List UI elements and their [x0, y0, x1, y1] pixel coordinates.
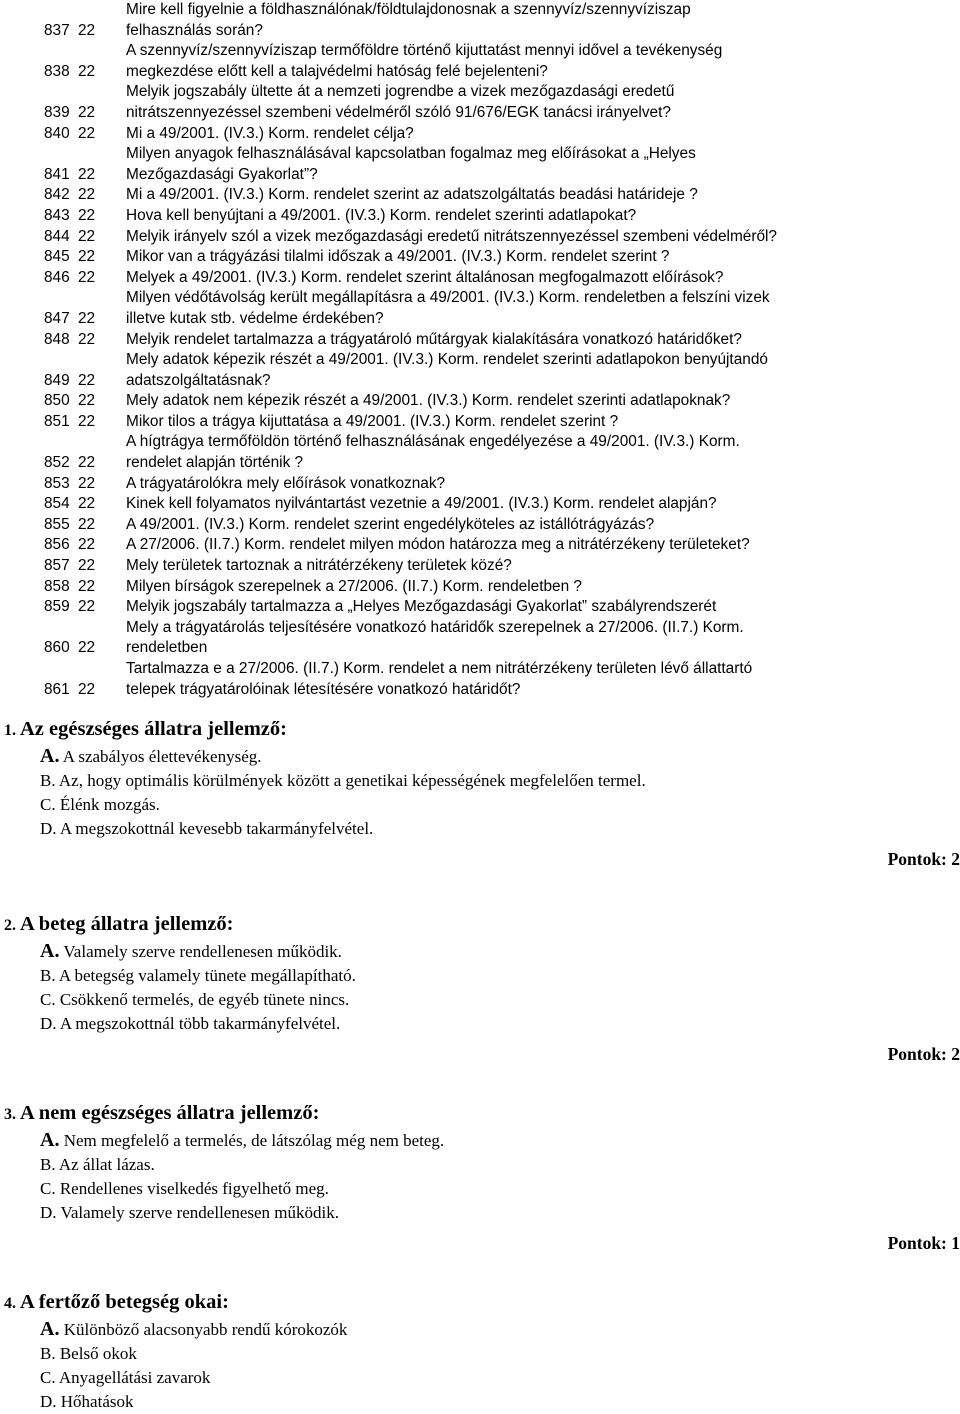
answer-text: Különböző alacsonyabb rendű kórokozók — [63, 1320, 348, 1339]
question-level: 22 — [78, 268, 96, 286]
question-number: 859 — [44, 598, 70, 616]
question-level: 22 — [78, 680, 96, 698]
answer-letter: C. — [40, 1179, 56, 1198]
question-level: 22 — [78, 227, 96, 245]
answer-option — [40, 793, 960, 817]
question-level: 22 — [78, 639, 96, 657]
quiz-section — [0, 716, 960, 1414]
question-number: 842 — [44, 186, 70, 204]
table-row — [0, 371, 960, 392]
quiz-question-number: 3. — [4, 1106, 16, 1123]
question-number: 841 — [44, 165, 70, 183]
quiz-question-title — [0, 1289, 960, 1317]
question-number: 846 — [44, 268, 70, 286]
table-row — [0, 577, 960, 598]
question-text: adatszolgáltatásnak? — [126, 371, 271, 389]
question-number: 840 — [44, 124, 70, 142]
question-number: 849 — [44, 371, 70, 389]
question-text: Milyen anyagok felhasználásával kapcsolatban fogalmaz meg előírásokat a „Helyes — [126, 145, 696, 163]
question-text: Mikor van a trágyázási tilalmi időszak a 49/2001. (IV.3.) Korm. rendelet szerint ? — [126, 248, 670, 266]
quiz-question — [0, 1100, 960, 1255]
question-text: A hígtrágya termőföldön történő felhasználásának engedélyezése a 49/2001. (IV.3.) Korm. — [126, 433, 740, 451]
answer-option — [40, 769, 960, 793]
table-row — [0, 309, 960, 330]
answer-letter: B. — [40, 966, 56, 985]
question-number: 844 — [44, 227, 70, 245]
question-text: Melyik irányelv szól a vizek mezőgazdasági eredetű nitrátszennyezéssel szembeni védelméről? — [126, 227, 777, 245]
table-row — [0, 535, 960, 556]
answer-letter: D. — [40, 1203, 57, 1222]
table-row — [0, 350, 960, 371]
quiz-question — [0, 911, 960, 1066]
answer-option — [40, 1366, 960, 1390]
quiz-question-number: 4. — [4, 1295, 16, 1312]
quiz-question-title-text: A fertőző betegség okai: — [20, 1291, 229, 1313]
answer-text: Nem megfelelő a termelés, de látszólag még nem beteg. — [63, 1131, 445, 1150]
quiz-question-number: 2. — [4, 917, 16, 934]
answer-option — [40, 1201, 960, 1225]
question-number: 854 — [44, 495, 70, 513]
question-text: felhasználás során? — [126, 21, 263, 39]
question-number: 847 — [44, 309, 70, 327]
answer-text: A megszokottnál több takarmányfelvétel. — [59, 1014, 341, 1033]
answer-option — [40, 1342, 960, 1366]
quiz-question-title — [0, 716, 960, 744]
table-row — [0, 597, 960, 618]
question-level: 22 — [78, 371, 96, 389]
question-text: Mezőgazdasági Gyakorlat”? — [126, 165, 318, 183]
answer-option — [40, 1177, 960, 1201]
question-level: 22 — [78, 598, 96, 616]
answer-letter: A. — [40, 1129, 60, 1151]
question-text: rendeletben — [126, 639, 208, 657]
table-row — [0, 288, 960, 309]
table-row — [0, 206, 960, 227]
points-label: Pontok: 2 — [887, 1044, 960, 1064]
answer-letter: C. — [40, 795, 56, 814]
answer-letter: A. — [40, 1318, 60, 1340]
question-text: nitrátszennyezéssel szembeni védelméről szóló 91/676/EGK tanácsi irányelvet? — [126, 103, 671, 121]
table-row — [0, 659, 960, 680]
question-number: 855 — [44, 515, 70, 533]
quiz-question — [0, 1289, 960, 1414]
question-text: Melyek a 49/2001. (IV.3.) Korm. rendelet szerint általánosan megfogalmazott előírások? — [126, 268, 724, 286]
question-level: 22 — [78, 248, 96, 266]
table-row — [0, 103, 960, 124]
table-row — [0, 474, 960, 495]
question-level: 22 — [78, 577, 96, 595]
question-number: 852 — [44, 454, 70, 472]
answer-text: Valamely szerve rendellenesen működik. — [60, 1203, 339, 1222]
question-level: 22 — [78, 515, 96, 533]
quiz-question-title — [0, 1100, 960, 1128]
points-label: Pontok: 1 — [887, 1233, 960, 1253]
answer-letter: D. — [40, 1392, 57, 1411]
question-text: Melyik rendelet tartalmazza a trágyatároló műtárgyak kialakítására vonatkozó határidőket? — [126, 330, 742, 348]
question-text: Tartalmazza e a 27/2006. (II.7.) Korm. rendelet a nem nitrátérzékeny területen lévő állattartó — [126, 660, 753, 677]
answer-letter: D. — [40, 1014, 57, 1033]
question-number: 837 — [44, 21, 70, 39]
answer-option — [40, 744, 960, 769]
table-row — [0, 330, 960, 351]
quiz-question-title-text: A beteg állatra jellemző: — [20, 913, 234, 935]
question-level: 22 — [78, 392, 96, 410]
answer-letter: C. — [40, 1368, 56, 1387]
question-number: 861 — [44, 680, 70, 698]
table-row — [0, 247, 960, 268]
question-level: 22 — [78, 165, 96, 183]
question-text: Mi a 49/2001. (IV.3.) Korm. rendelet célja? — [126, 124, 414, 142]
question-text: Hova kell benyújtani a 49/2001. (IV.3.) Korm. rendelet szerinti adatlapokat? — [126, 206, 637, 224]
answer-option — [40, 1317, 960, 1342]
question-number: 850 — [44, 392, 70, 410]
question-level: 22 — [78, 206, 96, 224]
quiz-question-number: 1. — [4, 722, 16, 739]
answer-text: Élénk mozgás. — [59, 795, 160, 814]
question-text: Milyen védőtávolság került megállapításra a 49/2001. (IV.3.) Korm. rendeletben a felszíni vizek — [126, 289, 770, 307]
answer-options — [0, 939, 960, 1036]
question-text: Mely adatok képezik részét a 49/2001. (IV.3.) Korm. rendelet szerinti adatlapokon benyújtandó — [126, 351, 768, 369]
table-row — [0, 268, 960, 289]
answer-letter: A. — [40, 745, 60, 767]
question-text: Melyik jogszabály tartalmazza a „Helyes Mezőgazdasági Gyakorlat” szabályrendszerét — [126, 598, 717, 616]
question-level: 22 — [78, 557, 96, 575]
question-level: 22 — [78, 330, 96, 348]
answer-letter: D. — [40, 819, 57, 838]
question-number: 856 — [44, 536, 70, 554]
quiz-question-title — [0, 911, 960, 939]
answer-text: A szabályos élettevékenység. — [62, 747, 262, 766]
answer-text: A megszokottnál kevesebb takarmányfelvétel. — [59, 819, 374, 838]
table-row — [0, 227, 960, 248]
question-text: illetve kutak stb. védelme érdekében? — [126, 309, 384, 327]
question-number: 853 — [44, 474, 70, 492]
answer-option — [40, 988, 960, 1012]
table-row — [0, 391, 960, 412]
table-row — [0, 165, 960, 186]
question-table — [0, 0, 960, 700]
question-text: megkezdése előtt kell a talajvédelmi hatóság felé bejelenteni? — [126, 62, 548, 80]
question-level: 22 — [78, 454, 96, 472]
question-text: A trágyatárolókra mely előírások vonatkoznak? — [126, 474, 446, 492]
table-row — [0, 185, 960, 206]
quiz-question — [0, 716, 960, 871]
answer-text: Anyagellátási zavarok — [58, 1368, 211, 1387]
question-number: 838 — [44, 62, 70, 80]
question-level: 22 — [78, 62, 96, 80]
question-level: 22 — [78, 309, 96, 327]
answer-option — [40, 1153, 960, 1177]
answer-options — [0, 1128, 960, 1225]
table-row — [0, 124, 960, 145]
answer-text: Belső okok — [59, 1344, 137, 1363]
table-row — [0, 515, 960, 536]
question-level: 22 — [78, 495, 96, 513]
answer-text: Az, hogy optimális körülmények között a genetikai képességének megfelelően termel. — [58, 771, 646, 790]
table-row — [0, 556, 960, 577]
answer-option — [40, 939, 960, 964]
table-row — [0, 453, 960, 474]
question-text: A szennyvíz/szennyvíziszap termőföldre történő kijuttatást mennyi idővel a tevékenység — [126, 42, 723, 60]
answer-text: Hőhatások — [60, 1392, 134, 1411]
quiz-question-title-text: Az egészséges állatra jellemző: — [20, 718, 287, 740]
question-level: 22 — [78, 474, 96, 492]
question-text: telepek trágyatárolóinak létesítésére vonatkozó határidőt? — [126, 680, 521, 698]
answer-options — [0, 744, 960, 841]
question-level: 22 — [78, 186, 96, 204]
question-level: 22 — [78, 412, 96, 430]
question-number: 860 — [44, 639, 70, 657]
question-text: Kinek kell folyamatos nyilvántartást vezetnie a 49/2001. (IV.3.) Korm. rendelet alapján? — [126, 495, 717, 513]
answer-letter: B. — [40, 771, 56, 790]
answer-option — [40, 1128, 960, 1153]
question-text: rendelet alapján történik ? — [126, 454, 304, 472]
table-row — [0, 494, 960, 515]
answer-option — [40, 964, 960, 988]
answer-text: Valamely szerve rendellenesen működik. — [63, 942, 342, 961]
answer-option — [40, 817, 960, 841]
quiz-question-title-text: A nem egészséges állatra jellemző: — [20, 1102, 320, 1124]
question-text: Mely a trágyatárolás teljesítésére vonatkozó határidők szerepelnek a 27/2006. (II.7.) Korm. — [126, 618, 744, 636]
table-row — [0, 82, 960, 103]
table-row — [0, 0, 960, 21]
answer-option — [40, 1012, 960, 1036]
answer-letter: C. — [40, 990, 56, 1009]
question-text: Mi a 49/2001. (IV.3.) Korm. rendelet szerint az adatszolgáltatás beadási határideje ? — [126, 186, 698, 204]
question-text: A 27/2006. (II.7.) Korm. rendelet milyen módon határozza meg a nitrátérzékeny területeket? — [126, 536, 750, 554]
answer-options — [0, 1317, 960, 1414]
answer-text: Az állat lázas. — [58, 1155, 155, 1174]
answer-text: Rendellenes viselkedés figyelhető meg. — [59, 1179, 329, 1198]
table-row — [0, 412, 960, 433]
table-row — [0, 432, 960, 453]
question-text: Mire kell figyelnie a földhasználónak/földtulajdonosnak a szennyvíz/szennyvíziszap — [126, 1, 691, 18]
question-number: 858 — [44, 577, 70, 595]
question-number: 857 — [44, 557, 70, 575]
question-text: Melyik jogszabály ültette át a nemzeti jogrendbe a vizek mezőgazdasági eredetű — [126, 83, 675, 101]
table-row — [0, 618, 960, 639]
question-number: 843 — [44, 206, 70, 224]
answer-option — [40, 1390, 960, 1414]
question-level: 22 — [78, 124, 96, 142]
question-number: 839 — [44, 103, 70, 121]
question-text: Mikor tilos a trágya kijuttatása a 49/2001. (IV.3.) Korm. rendelet szerint ? — [126, 412, 619, 430]
question-level: 22 — [78, 536, 96, 554]
answer-text: Csökkenő termelés, de egyéb tünete nincs. — [59, 990, 350, 1009]
table-row — [0, 638, 960, 659]
answer-letter: A. — [40, 940, 60, 962]
answer-text: A betegség valamely tünete megállapítható. — [58, 966, 356, 985]
table-row — [0, 62, 960, 83]
table-row — [0, 21, 960, 42]
question-number: 848 — [44, 330, 70, 348]
question-text: Mely adatok nem képezik részét a 49/2001. (IV.3.) Korm. rendelet szerinti adatlapoknak? — [126, 392, 731, 410]
question-text: Mely területek tartoznak a nitrátérzékeny területek közé? — [126, 557, 512, 575]
answer-letter: B. — [40, 1155, 56, 1174]
question-text: Milyen bírságok szerepelnek a 27/2006. (II.7.) Korm. rendeletben ? — [126, 577, 582, 595]
question-level: 22 — [78, 103, 96, 121]
question-level: 22 — [78, 21, 96, 39]
table-row — [0, 144, 960, 165]
question-number: 851 — [44, 412, 70, 430]
question-text: A 49/2001. (IV.3.) Korm. rendelet szerint engedélyköteles az istállótrágyázás? — [126, 515, 655, 533]
table-row — [0, 680, 960, 701]
points-label: Pontok: 2 — [887, 849, 960, 869]
answer-letter: B. — [40, 1344, 56, 1363]
table-row — [0, 41, 960, 62]
question-number: 845 — [44, 248, 70, 266]
